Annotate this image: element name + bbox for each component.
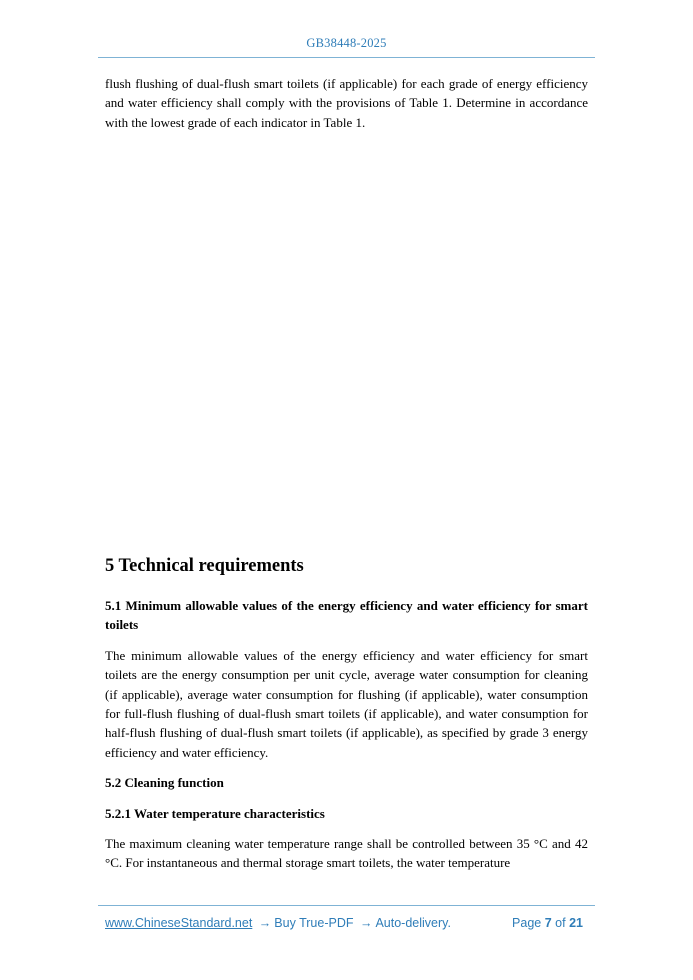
- document-id-header: GB38448-2025: [306, 36, 387, 50]
- arrow-right-icon: →: [359, 916, 373, 930]
- page-current: 7: [544, 916, 552, 930]
- footer: [105, 916, 583, 930]
- footer-promo: [105, 916, 451, 930]
- arrow-right-icon: →: [258, 916, 272, 930]
- section-5: [105, 555, 588, 884]
- footer-divider: [98, 905, 595, 906]
- page-total: 21: [569, 916, 583, 930]
- page-indicator: [512, 916, 583, 930]
- site-link[interactable]: www.ChineseStandard.net: [105, 916, 253, 930]
- section-5-1-heading: 5.1 Minimum allowable values of the energy efficiency and water efficiency for smart toilets: [105, 598, 588, 633]
- intro-paragraph: flush flushing of dual-flush smart toilets (if applicable) for each grade of energy efficiency and water efficiency shall comply with the provisions of Table 1. Determine in accordance with the lowest grade of each indicator in Table 1.: [105, 76, 588, 130]
- page-of: of: [555, 916, 566, 930]
- page-label: Page: [512, 916, 542, 930]
- section-5-1-paragraph: The minimum allowable values of the energy efficiency and water efficiency for smart toilets are the energy consumption per unit cycle, average water consumption for cleaning (if applicable), average water consumption for flushing (if applicable), water consumption for full-flush flushing of dual-flush smart toilets (if applicable), and water consumption for half-flush flushing of dual-flush smart toilets (if applicable), as specified by grade 3 energy efficiency and water efficiency.: [105, 647, 588, 760]
- auto-delivery-text: Auto-delivery.: [375, 916, 451, 930]
- section-5-2-1-heading: 5.2.1 Water temperature characteristics: [105, 805, 325, 821]
- intro-block: [105, 74, 588, 132]
- buy-pdf-text: Buy True-PDF: [274, 916, 354, 930]
- section-5-2-1-paragraph: The maximum cleaning water temperature range shall be controlled between 35 °C and 42 °C. For instantaneous and thermal storage smart toilets, the water temperature: [105, 836, 588, 871]
- section-5-heading: 5 Technical requirements: [105, 556, 304, 576]
- section-5-2-heading: 5.2 Cleaning function: [105, 775, 224, 791]
- header-divider: [98, 57, 595, 58]
